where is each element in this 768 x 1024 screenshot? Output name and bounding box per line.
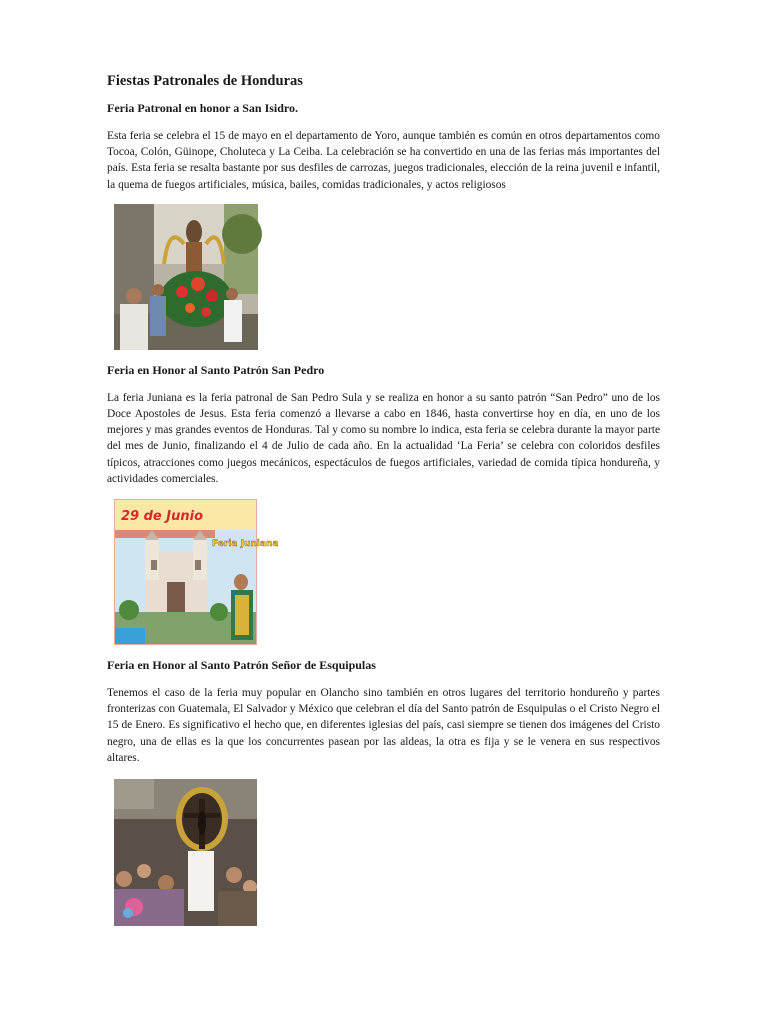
section-body-esquipulas: Tenemos el caso de la feria muy popular en Olancho sino también en otros lugares del territorio hondureño y partes fronterizas con Guatemala, El Salvador y México que celebran el día del Santo patrón de Esquipulas o el Cristo Negro el 15 de Enero. Es significativo el hecho que, en diferentes iglesias del país, casi siempre se tienen dos imágenes del Cristo negro, una de ellas es la que los concurrentes pasean por las aldeas, la otra es fija y se le venera en sus respectivos altares. [107,687,660,764]
poster-banner: Feria Juniana [212,539,279,550]
document-title: Fiestas Patronales de Honduras [107,73,303,89]
section-heading-san-isidro: Feria Patronal en honor a San Isidro. [107,101,299,115]
document-content [107,72,660,926]
poster-feria-juniana [114,499,279,645]
section-heading-esquipulas: Feria en Honor al Santo Patrón Señor de Esquipulas [107,658,376,673]
photo-cristo-negro-procession [114,779,257,926]
poster-date: 29 de Junio [121,509,203,525]
photo-san-isidro-procession [114,204,258,350]
section-body-san-isidro: Esta feria se celebra el 15 de mayo en el departamento de Yoro, aunque también es común en otros departamentos como Tocoa, Colón, Güinope, Choluteca y La Ceiba. La celebración se ha convertido en una de las ferias más importantes del país. Esta feria se resalta bastante por sus desfiles de carrozas, juegos tradicionales, elección de la reina juvenil e infantil, la quema de fuegos artificiales, música, bailes, comidas tradicionales, y actos religiosos [107,130,660,191]
section-body-san-pedro: La feria Juniana es la feria patronal de San Pedro Sula y se realiza en honor a su santo patrón “San Pedro” uno de los Doce Apostoles de Jesus. Esta feria comenzó a llevarse a cabo en 1846, hasta convertirse hoy en día, en uno de los mejores y mas grandes eventos de Honduras. Tal y como su nombre lo indica, esta feria se celebra durante la mayor parte del mes de Junio, finalizando el 4 de Julio de cada año. En la actualidad ‘La Feria’ se celebra con coloridos desfiles típicos, atracciones como juegos mecánicos, espectáculos de fuegos artificiales, variedad de comida típica hondureña, y actividades comerciales. [107,391,660,485]
section-heading-san-pedro: Feria en Honor al Santo Patrón San Pedro [107,362,325,377]
